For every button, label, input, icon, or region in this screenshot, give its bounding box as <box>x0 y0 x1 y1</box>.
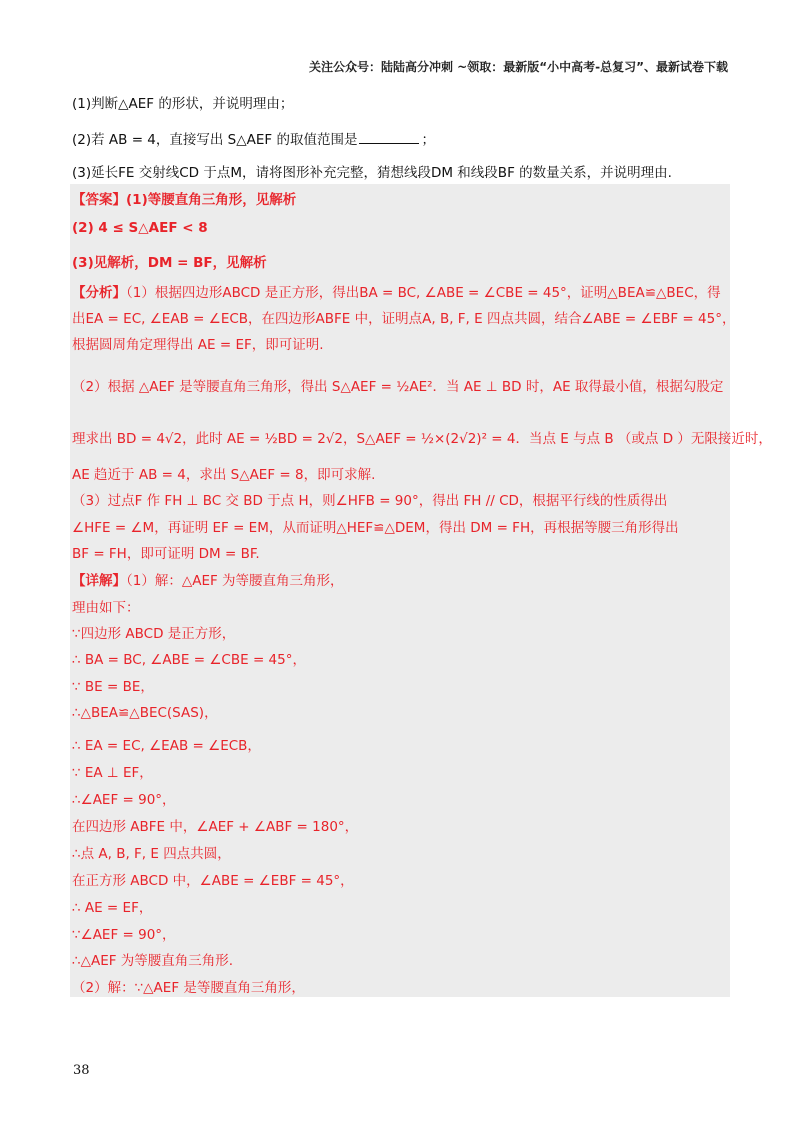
detail-text-13: ∴ AE = EF， <box>72 900 153 916</box>
detail-text-4: ∴ BA = BC, ∠ABE = ∠CBE = 45°， <box>72 652 306 668</box>
detail-text-6: ∴△BEA≌△BEC(SAS)， <box>72 705 218 721</box>
question-3: (3)延长FE 交射线CD 于点M，请将图形补充完整，猜想线段DM 和线段BF 的数量关系，并说明理由. <box>72 165 672 181</box>
page-number: 38 <box>73 1063 90 1078</box>
analysis-text-2: 出EA = EC, ∠EAB = ∠ECB，在四边形ABFE 中，证明点A, B, F, E 四点共圆，结合∠ABE = ∠EBF = 45°， <box>72 311 736 327</box>
analysis-tag: 【分析】 <box>72 285 126 301</box>
detail-tag: 【详解】 <box>72 573 126 589</box>
answer-2: (2) 4 ≤ S△AEF < 8 <box>72 220 208 236</box>
analysis-line-1 <box>72 283 721 303</box>
question-2-end: ； <box>421 132 435 148</box>
answer-tag: 【答案】 <box>72 192 126 208</box>
detail-text-2: 理由如下： <box>72 600 140 616</box>
detail-text-15: ∴△AEF 为等腰直角三角形. <box>72 953 234 969</box>
answer-1: (1)等腰直角三角形，见解析 <box>126 192 297 208</box>
detail-text-7: ∴ EA = EC, ∠EAB = ∠ECB， <box>72 738 261 754</box>
answer-line-1 <box>72 190 296 210</box>
question-1: (1)判断△AEF 的形状，并说明理由； <box>72 96 294 112</box>
detail-text-5: ∵ BE = BE， <box>72 679 154 695</box>
detail-text-9: ∴∠AEF = 90°， <box>72 792 176 808</box>
detail-text-3: ∵四边形 ABCD 是正方形， <box>72 626 236 642</box>
detail-line-1 <box>72 571 344 591</box>
detail-text-1: （1）解：△AEF 为等腰直角三角形， <box>126 573 344 589</box>
analysis-text-5: 理求出 BD = 4√2，此时 AE = ½BD = 2√2，S△AEF = ½×(2√2)² = 4．当点 E 与点 B （或点 D ）无限接近时， <box>72 431 772 447</box>
detail-text-8: ∵ EA ⊥ EF， <box>72 765 153 781</box>
page-header: 关注公众号：陆陆高分冲刺 ~领取：最新版“小中高考-总复习”、最新试卷下载 <box>309 60 728 74</box>
analysis-text-9: BF = FH，即可证明 DM = BF. <box>72 546 260 562</box>
answer-3: (3)见解析，DM = BF，见解析 <box>72 255 267 271</box>
detail-text-16: （2）解：∵△AEF 是等腰直角三角形， <box>72 980 305 996</box>
analysis-text-3: 根据圆周角定理得出 AE = EF，即可证明. <box>72 337 324 353</box>
question-2 <box>72 130 435 150</box>
analysis-text-1: （1）根据四边形ABCD 是正方形，得出BA = BC, ∠ABE = ∠CBE = 45°，证明△BEA≌△BEC，得 <box>126 285 721 301</box>
detail-text-12: 在正方形 ABCD 中，∠ABE = ∠EBF = 45°， <box>72 873 354 889</box>
question-2-text: (2)若 AB = 4，直接写出 S△AEF 的取值范围是 <box>72 132 358 148</box>
detail-text-10: 在四边形 ABFE 中，∠AEF + ∠ABF = 180°， <box>72 819 359 835</box>
analysis-text-7: （3）过点F 作 FH ⊥ BC 交 BD 于点 H，则∠HFB = 90°，得出 FH // CD，根据平行线的性质得出 <box>72 493 668 509</box>
detail-text-11: ∴点 A, B, F, E 四点共圆， <box>72 846 231 862</box>
analysis-text-6: AE 趋近于 AB = 4，求出 S△AEF = 8，即可求解. <box>72 467 376 483</box>
analysis-text-8: ∠HFE = ∠M，再证明 EF = EM，从而证明△HEF≌△DEM，得出 DM = FH，再根据等腰三角形得出 <box>72 520 679 536</box>
analysis-text-4: （2）根据 △AEF 是等腰直角三角形，得出 S△AEF = ½AE²．当 AE ⊥ BD 时，AE 取得最小值，根据勾股定 <box>72 379 724 395</box>
answer-blank <box>359 143 419 144</box>
detail-text-14: ∵∠AEF = 90°， <box>72 927 176 943</box>
